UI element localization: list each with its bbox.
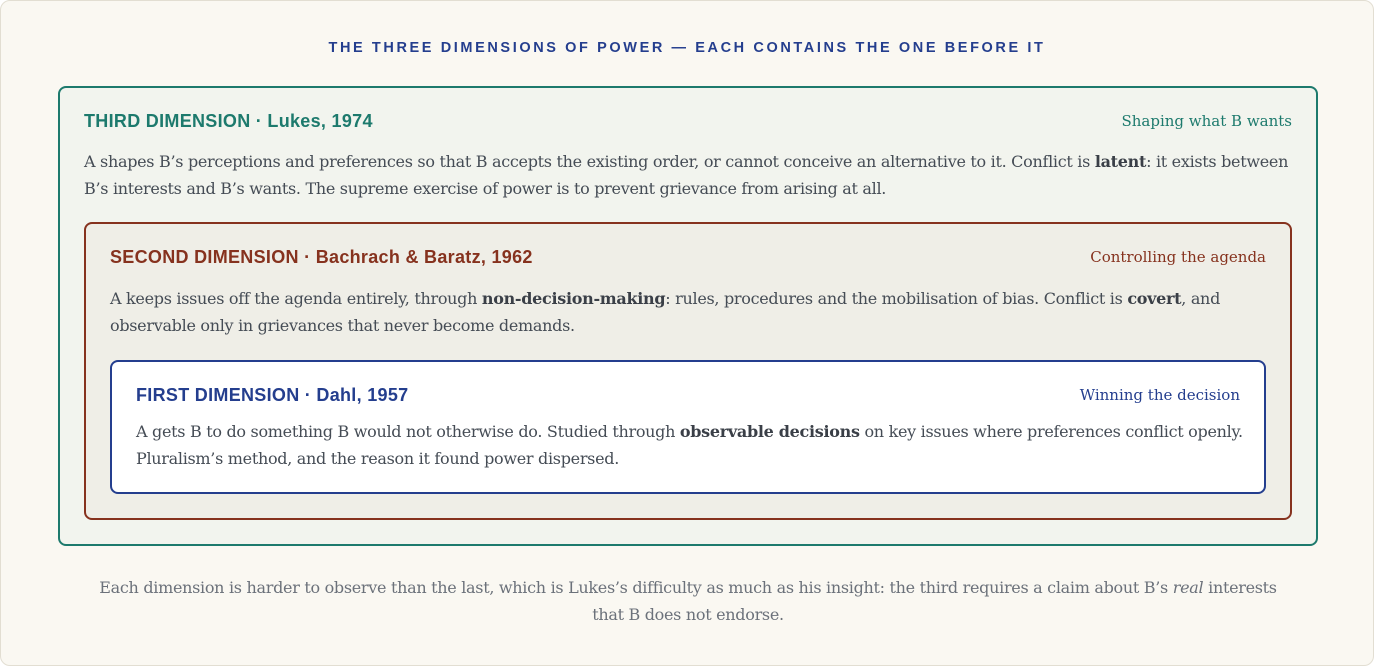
- second-desc-text-2: : rules, procedures and the mobilisation of bias. Conflict is: [665, 289, 1128, 308]
- second-dimension-tag: Controlling the agenda: [1090, 248, 1266, 266]
- first-dimension-tag: Winning the decision: [1079, 386, 1240, 404]
- footer-italic: real: [1172, 578, 1204, 597]
- footer-text-2: interests that B does not endorse.: [592, 578, 1277, 624]
- second-desc-text-3: , and observable only in grievances that never become demands.: [110, 289, 1221, 335]
- second-desc-text-1: A keeps issues off the agenda entirely, through: [110, 289, 482, 308]
- first-dimension-heading: FIRST DIMENSION · Dahl, 1957: [136, 385, 409, 405]
- first-desc-text-1: A gets B to do something B would not otherwise do. Studied through: [136, 422, 680, 441]
- first-desc-bold: observable decisions: [679, 422, 860, 441]
- footer-text-1: Each dimension is harder to observe than the last, which is Lukes’s difficulty as much as his insight: the third requires a claim about B’s: [99, 578, 1173, 597]
- third-desc-bold: latent: [1094, 152, 1147, 171]
- third-dimension-heading: THIRD DIMENSION · Lukes, 1974: [84, 111, 373, 131]
- first-dimension-description: [136, 418, 1246, 472]
- third-dimension-tag: Shaping what B wants: [1121, 112, 1292, 130]
- second-desc-bold-1: non-decision-making: [481, 289, 666, 308]
- third-desc-text-2: : it exists between B’s interests and B’s wants. The supreme exercise of power is to prevent grievance from arising at all.: [84, 152, 1289, 198]
- second-desc-bold-2: covert: [1127, 289, 1182, 308]
- diagram-title: THE THREE DIMENSIONS OF POWER — EACH CONTAINS THE ONE BEFORE IT: [328, 40, 1046, 56]
- second-dimension-description: [110, 285, 1270, 339]
- first-desc-text-2: on key issues where preferences conflict openly. Pluralism’s method, and the reason it found power dispersed.: [136, 422, 1243, 468]
- third-desc-text-1: A shapes B’s perceptions and preferences so that B accepts the existing order, or cannot conceive an alternative to it. Conflict is: [84, 152, 1095, 171]
- second-dimension-heading: SECOND DIMENSION · Bachrach & Baratz, 1962: [110, 247, 533, 267]
- footer-note: [0, 574, 1376, 628]
- third-dimension-description: [84, 148, 1294, 202]
